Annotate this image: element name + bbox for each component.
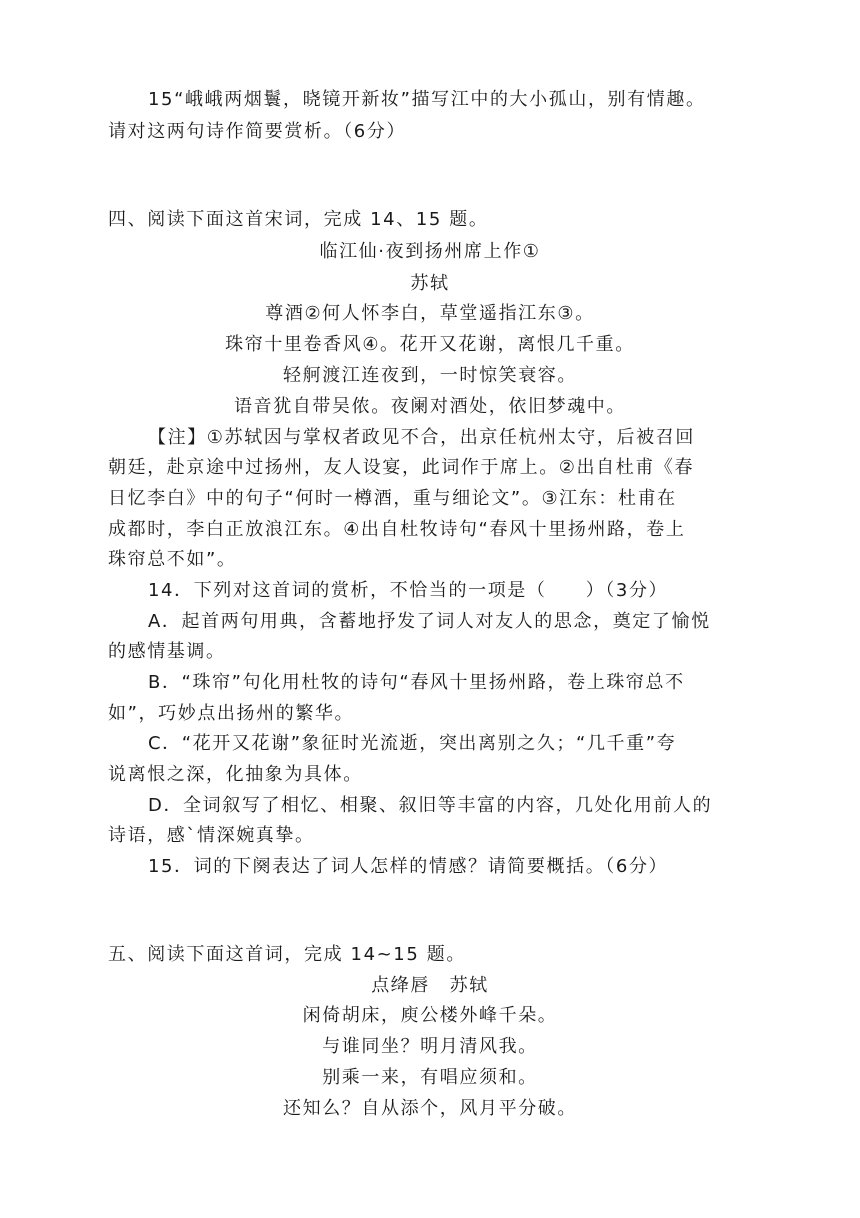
- option-c-line-2: 说离恨之深，化抽象为具体。: [108, 764, 363, 785]
- option-a-line-1: A．起首两句用典，含蓄地抒发了词人对友人的思念，奠定了愉悦: [148, 611, 711, 632]
- notes-line: 成都时，李白正放浪江东。④出自杜牧诗句“春风十里扬州路，卷上: [108, 519, 686, 540]
- option-d-line-2: 诗语，感`情深婉真挚。: [108, 825, 315, 846]
- poem-line: 尊酒②何人怀李白，草堂遥指江东③。: [265, 303, 595, 324]
- section-5-heading: 五、阅读下面这首词，完成 14~15 题。: [108, 944, 466, 965]
- option-a-line-2: 的感情基调。: [108, 641, 226, 662]
- notes-line: 珠帘总不如”。: [108, 549, 237, 570]
- poem-author: 苏轼: [410, 273, 450, 294]
- poem-line: 闲倚胡床，庾公楼外峰千朵。: [302, 1005, 558, 1026]
- poem-title: 临江仙·夜到扬州席上作①: [319, 241, 541, 262]
- option-b-line-2: 如”，巧妙点出扬州的繁华。: [108, 703, 355, 724]
- option-d-line-1: D．全词叙写了相忆、相聚、叙旧等丰富的内容，几处化用前人的: [148, 795, 713, 816]
- notes-line: 日忆李白》中的句子“何时一樽酒，重与细论文”。③江东：杜甫在: [108, 488, 677, 509]
- poem-title: 点绛唇 苏轼: [371, 975, 489, 996]
- section-4-heading: 四、阅读下面这首宋词，完成 14、15 题。: [108, 209, 489, 230]
- poem-line: 还知么？自从添个，风月平分破。: [283, 1098, 577, 1119]
- notes-line: 朝廷，赴京途中过扬州，友人设宴，此词作于席上。②出自杜甫《春: [108, 457, 695, 478]
- prev-q15-line-2: 请对这两句诗作简要赏析。（6分）: [108, 121, 407, 142]
- poem-line: 别乘一来，有唱应须和。: [322, 1067, 538, 1088]
- poem-line: 珠帘十里卷香风④。花开又花谢，离恨几千重。: [225, 334, 635, 355]
- poem-line: 与谁同坐？明月清风我。: [322, 1036, 538, 1057]
- poem-line: 轻舸渡江连夜到，一时惊笑衰容。: [283, 365, 577, 386]
- poem-line: 语音犹自带吴侬。夜阑对酒处，依旧梦魂中。: [234, 396, 626, 417]
- option-c-line-1: C．“花开又花谢”象征时光流逝，突出离别之久；“几千重”夸: [148, 733, 677, 754]
- question-14-stem: 14．下列对这首词的赏析，不恰当的一项是（ ）（3分）: [148, 580, 669, 601]
- option-b-line-1: B．“珠帘”句化用杜牧的诗句“春风十里扬州路，卷上珠帘总不: [148, 672, 685, 693]
- prev-q15-line-1: 15“峨峨两烟鬟，晓镜开新妆”描写江中的大小孤山，别有情趣。: [148, 89, 706, 110]
- notes-line: 【注】①苏轼因与掌权者政见不合，出京任杭州太守，后被召回: [148, 427, 695, 448]
- question-15: 15．词的下阕表达了词人怎样的情感？请简要概括。（6分）: [148, 856, 669, 877]
